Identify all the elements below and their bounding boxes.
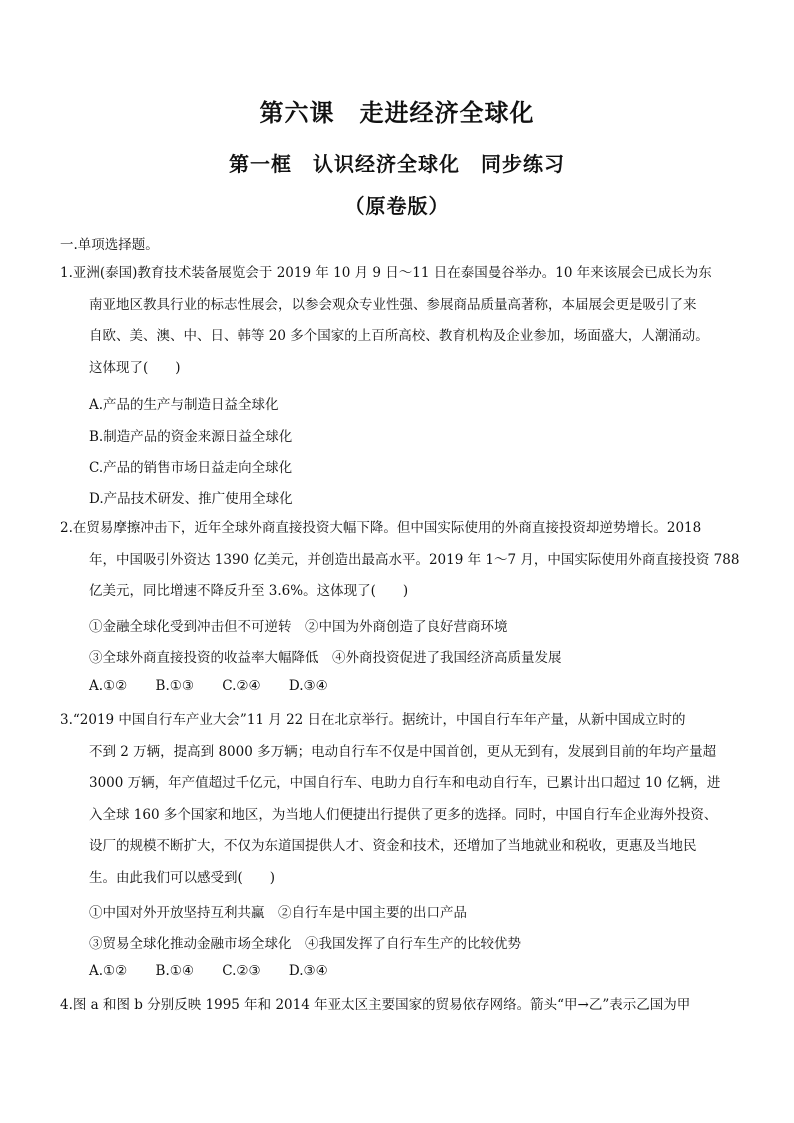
question-2-line-1: 2.在贸易摩擦冲击下，近年全球外商直接投资大幅下降。但中国实际使用的外商直接投资却逆势增长。2018 xyxy=(60,520,702,536)
question-1-line-1: 1.亚洲(泰国)教育技术装备展览会于 2019 年 10 月 9 日～11 日在泰国曼谷举办。10 年来该展会已成长为东 xyxy=(60,265,712,281)
question-1-option-c: C.产品的销售市场日益走向全球化 xyxy=(89,460,293,476)
question-1 xyxy=(60,258,740,384)
question-3-line-3: 3000 万辆，年产值超过千亿元，中国自行车、电助力自行车和电动自行车，已累计出口超过 10 亿辆，进 xyxy=(89,775,721,791)
choice-c: C.②③ xyxy=(222,963,261,979)
question-2-statement-1: ①金融全球化受到冲击但不可逆转 ②中国为外商创造了良好营商环境 xyxy=(89,619,508,635)
question-3-line-1: 3.“2019 中国自行车产业大会”11 月 22 日在北京举行。据统计，中国自行车年产量，从新中国成立时的 xyxy=(60,712,686,728)
choice-c: C.②④ xyxy=(222,678,261,694)
question-3-line-5: 设厂的规模不断扩大，不仅为东道国提供人才、资金和技术，还增加了当地就业和税收，更惠及当地民 xyxy=(89,838,697,854)
question-3 xyxy=(60,705,740,894)
question-2-line-3: 亿美元，同比增速不降反升至 3.6%。这体现了( ) xyxy=(89,583,409,599)
question-2 xyxy=(60,513,740,608)
question-3-statement-1: ①中国对外开放坚持互利共赢 ②自行车是中国主要的出口产品 xyxy=(89,905,467,921)
question-2-choices xyxy=(89,678,352,694)
choice-d: D.③④ xyxy=(288,963,328,979)
question-3-statement-2: ③贸易全球化推动金融市场全球化 ④我国发挥了自行车生产的比较优势 xyxy=(89,936,521,952)
question-3-line-2: 不到 2 万辆，提高到 8000 多万辆；电动自行车不仅是中国首创，更从无到有，发展到目前的年均产量超 xyxy=(89,743,717,760)
question-3-line-4: 入全球 160 多个国家和地区，为当地人们便捷出行提供了更多的选择。同时，中国自行车企业海外投资、 xyxy=(89,806,718,823)
question-1-option-b: B.制造产品的资金来源日益全球化 xyxy=(89,429,293,445)
question-1-option-a: A.产品的生产与制造日益全球化 xyxy=(89,397,279,413)
version-label: （原卷版） xyxy=(344,194,450,218)
section-subtitle: 第一框 认识经济全球化 同步练习 xyxy=(229,152,565,176)
question-2-line-2: 年，中国吸引外资达 1390 亿美元，并创造出最高水平。2019 年 1～7 月，中国实际使用外商直接投资 788 xyxy=(89,551,740,568)
question-4 xyxy=(60,990,740,1022)
choice-a: A.①② xyxy=(89,678,128,694)
question-1-line-4: 这体现了( ) xyxy=(89,359,181,376)
section-heading: 一.单项选择题。 xyxy=(60,237,159,253)
choice-d: D.③④ xyxy=(288,678,328,694)
lesson-title: 第六课 走进经济全球化 xyxy=(259,98,535,127)
question-2-statement-2: ③全球外商直接投资的收益率大幅降低 ④外商投资促进了我国经济高质量发展 xyxy=(89,650,562,666)
question-3-line-6: 生。由此我们可以感受到( ) xyxy=(89,869,276,886)
choice-a: A.①② xyxy=(89,963,128,979)
choice-b: B.①④ xyxy=(155,963,194,979)
choice-b: B.①③ xyxy=(155,678,194,694)
question-4-line-1: 4.图 a 和图 b 分别反映 1995 年和 2014 年亚太区主要国家的贸易依存网络。箭头“甲→乙”表示乙国为甲 xyxy=(60,997,691,1013)
question-3-choices xyxy=(89,963,352,979)
question-1-line-2: 南亚地区教具行业的标志性展会，以参会观众专业性强、参展商品质量高著称，本届展会更是吸引了来 xyxy=(89,296,697,313)
question-1-line-3: 自欧、美、澳、中、日、韩等 20 多个国家的上百所高校、教育机构及企业参加，场面盛大，人潮涌动。 xyxy=(89,328,709,344)
question-1-option-d: D.产品技术研发、推广使用全球化 xyxy=(89,491,293,507)
